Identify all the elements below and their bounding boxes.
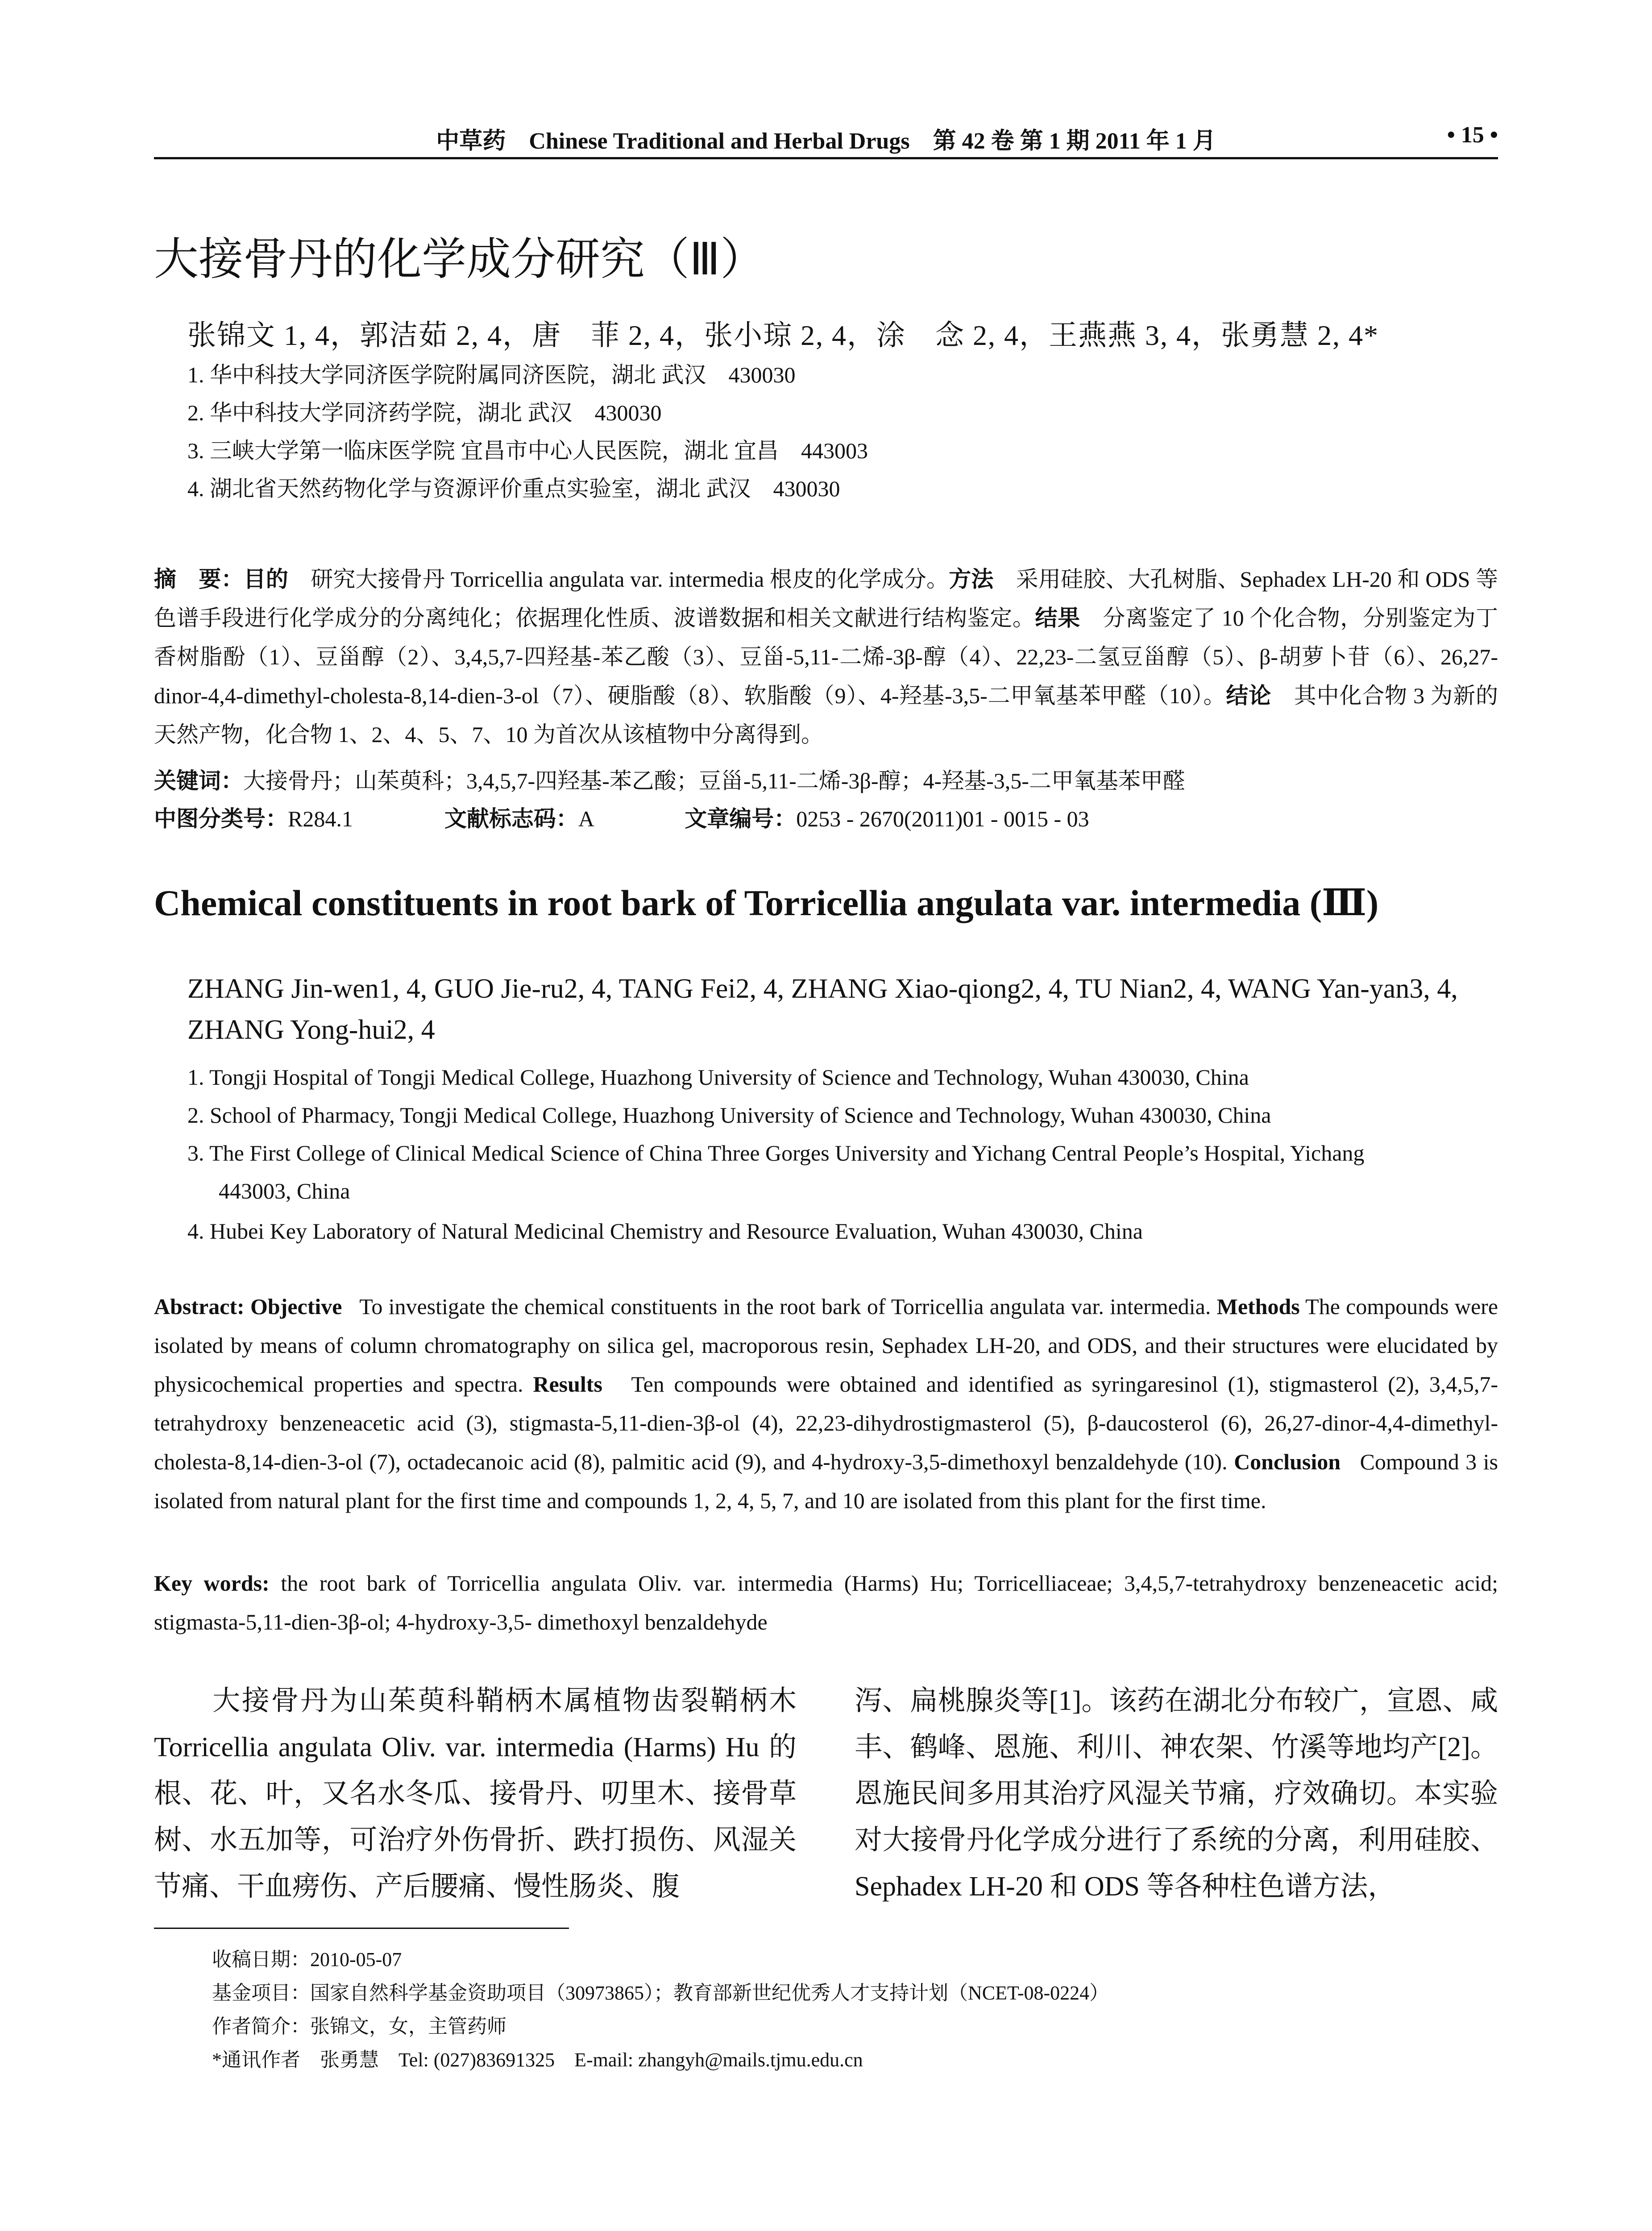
affiliation-en-3-cont: 443003, China <box>219 1178 350 1203</box>
clc-label: 中图分类号： <box>154 806 288 832</box>
abstract-en-methods: The compounds were isolated by means of column chromatography on silica gel, macroporous resin, Sephadex LH-20, and ODS, and their structures were elucidated by physicochemical properties and spectra. <box>154 1294 1498 1397</box>
authors-cn: 张锦文 1, 4，郭洁茹 2, 4，唐 菲 2, 4，张小琼 2, 4，涂 念 2, 4，王燕燕 3, 4，张勇慧 2, 4* <box>187 319 1379 351</box>
abstract-en-objective: To investigate the chemical constituents in the root bark of Torricellia angulata var. intermedia. <box>359 1294 1211 1319</box>
keywords-cn-text: 大接骨丹；山茱萸科；3,4,5,7-四羟基-苯乙酸；豆甾-5,11-二烯-3β-醇；4-羟基-3,5-二甲氧基苯甲醛 <box>243 768 1185 793</box>
keywords-en-label: Key words: <box>154 1571 270 1596</box>
running-header <box>154 118 1498 154</box>
journal-name-en: Chinese Traditional and Herbal Drugs <box>529 129 910 154</box>
footnote-author: 作者简介：张锦文，女，主管药师 <box>212 2015 506 2037</box>
abstract-en-conclusion-label: Conclusion <box>1234 1449 1341 1474</box>
abstract-en-label: Abstract: <box>154 1294 245 1319</box>
affiliation-en-2: 2. School of Pharmacy, Tongji Medical College, Huazhong University of Science and Technology, Wuhan 430030, China <box>187 1103 1271 1128</box>
affiliation-en-3: 3. The First College of Clinical Medical Science of China Three Gorges University and Yichang Central People’s Hospital, Yichang <box>187 1140 1365 1165</box>
authors-en-line1: ZHANG Jin-wen1, 4, GUO Jie-ru2, 4, TANG Fei2, 4, ZHANG Xiao-qiong2, 4, TU Nian2, 4, WANG Yan-yan3, 4, <box>187 974 1458 1004</box>
authors-en-line2: ZHANG Yong-hui2, 4 <box>187 1015 435 1045</box>
clc-value: R284.1 <box>288 806 353 831</box>
keywords-en <box>154 1564 1498 1642</box>
page-number: • 15 • <box>1447 122 1498 148</box>
abstract-cn-objective-label: 目的 <box>243 566 289 592</box>
abstract-cn-conclusion: 其中化合物 3 为新的天然产物，化合物 1、2、4、5、7、10 为首次从该植物中分离得到。 <box>154 683 1498 747</box>
footnote-rule <box>154 1928 569 1929</box>
affiliation-en-4: 4. Hubei Key Laboratory of Natural Medicinal Chemistry and Resource Evaluation, Wuhan 430030, China <box>187 1219 1143 1244</box>
title-en: Chemical constituents in root bark of Torricellia angulata var. intermedia (Ⅲ) <box>154 883 1379 923</box>
title-cn: 大接骨丹的化学成分研究（Ⅲ） <box>154 233 765 285</box>
affiliation-en-1: 1. Tongji Hospital of Tongji Medical College, Huazhong University of Science and Technology, Wuhan 430030, China <box>187 1065 1249 1090</box>
article-no-label: 文章编号： <box>685 806 797 832</box>
doc-code-value: A <box>578 806 594 831</box>
affiliation-cn-3: 3. 三峡大学第一临床医学院 宜昌市中心人民医院，湖北 宜昌 443003 <box>187 438 868 463</box>
abstract-en-results: Ten compounds were obtained and identified as syringaresinol (1), stigmasterol (2), 3,4,5,7-tetrahydroxy benzeneacetic acid (3), stigmasta-5,11-dien-3β-ol (4), 22,23-dihydrostigmasterol (5), β-daucosterol (6), 26,27-dinor-4,4-dimethyl-cholesta-8,14-dien-3-ol (7), octadecanoic acid (8), palmitic acid (9), and 4-hydroxy-3,5-dimethoxyl benzaldehyde (10). <box>154 1372 1498 1474</box>
abstract-en <box>154 1287 1498 1520</box>
affiliation-cn-1: 1. 华中科技大学同济医学院附属同济医院，湖北 武汉 430030 <box>187 362 796 387</box>
abstract-en-results-label: Results <box>533 1372 602 1397</box>
affiliation-cn-4: 4. 湖北省天然药物化学与资源评价重点实验室，湖北 武汉 430030 <box>187 476 840 501</box>
keywords-en-text: the root bark of Torricellia angulata Oliv. var. intermedia (Harms) Hu; Torricelliaceae; 3,4,5,7-tetrahydroxy benzeneacetic acid; stigmasta-5,11-dien-3β-ol; 4-hydroxy-3,5- dimethoxyl benzaldehyde <box>154 1571 1498 1634</box>
classification-line <box>154 801 1089 833</box>
journal-issue: 第 42 卷 第 1 期 2011 年 1 月 <box>933 129 1216 154</box>
footnote-fund: 基金项目：国家自然科学基金资助项目（30973865）；教育部新世纪优秀人才支持计划（NCET-08-0224） <box>212 1982 1109 2004</box>
abstract-cn-objective: 研究大接骨丹 Torricellia angulata var. intermedia 根皮的化学成分。 <box>288 567 949 592</box>
abstract-cn-results-label: 结果 <box>1035 605 1080 631</box>
abstract-cn-label: 摘 要： <box>154 566 244 592</box>
doc-code-label: 文献标志码： <box>444 806 578 832</box>
footnote-received: 收稿日期：2010-05-07 <box>212 1949 402 1970</box>
abstract-cn <box>154 560 1498 754</box>
keywords-cn <box>154 763 1185 795</box>
abstract-cn-conclusion-label: 结论 <box>1226 683 1271 709</box>
body-column-left: 大接骨丹为山茱萸科鞘柄木属植物齿裂鞘柄木 Torricellia angulata Oliv. var. intermedia (Harms) Hu 的根、花、叶，又名水冬瓜、接骨丹、叨里木、接骨草树、水五加等，可治疗外伤骨折、跌打损伤、风湿关节痛、干血痨伤、产后腰痛、慢性肠炎、腹 <box>154 1686 797 1902</box>
header-rule <box>154 157 1498 159</box>
abstract-cn-methods-label: 方法 <box>949 566 994 592</box>
abstract-cn-methods: 采用硅胶、大孔树脂、Sephadex LH-20 和 ODS 等色谱手段进行化学成分的分离纯化；依据理化性质、波谱数据和相关文献进行结构鉴定。 <box>154 567 1498 630</box>
journal-name-cn: 中草药 <box>436 128 506 154</box>
abstract-en-methods-label: Methods <box>1216 1294 1300 1319</box>
abstract-cn-results: 分离鉴定了 10 个化合物，分别鉴定为丁香树脂酚（1）、豆甾醇（2）、3,4,5,7-四羟基-苯乙酸（3）、豆甾-5,11-二烯-3β-醇（4）、22,23-二氢豆甾醇（5）、β-胡萝卜苷（6）、26,27-dinor-4,4-dimethyl-cholesta-8,14-dien-3-ol（7）、硬脂酸（8）、软脂酸（9）、4-羟基-3,5-二甲氧基苯甲醛（10）。 <box>154 605 1498 708</box>
affiliation-cn-2: 2. 华中科技大学同济药学院，湖北 武汉 430030 <box>187 400 662 425</box>
footnote-corresponding: *通讯作者 张勇慧 Tel: (027)83691325 E-mail: zhangyh@mails.tjmu.edu.cn <box>212 2049 863 2071</box>
keywords-cn-label: 关键词： <box>154 768 243 794</box>
abstract-en-objective-label: Objective <box>250 1294 342 1319</box>
abstract-en-conclusion: Compound 3 is isolated from natural plant for the first time and compounds 1, 2, 4, 5, 7, and 10 are isolated from this plant for the first time. <box>154 1449 1498 1513</box>
authors-en <box>187 968 1499 1050</box>
body-column-right: 泻、扁桃腺炎等[1]。该药在湖北分布较广，宣恩、咸丰、鹤峰、恩施、利川、神农架、竹溪等地均产[2]。恩施民间多用其治疗风湿关节痛，疗效确切。本实验对大接骨丹化学成分进行了系统的分离，利用硅胶、Sephadex LH-20 和 ODS 等各种柱色谱方法， <box>855 1686 1498 1902</box>
article-no-value: 0253 - 2670(2011)01 - 0015 - 03 <box>796 806 1089 831</box>
